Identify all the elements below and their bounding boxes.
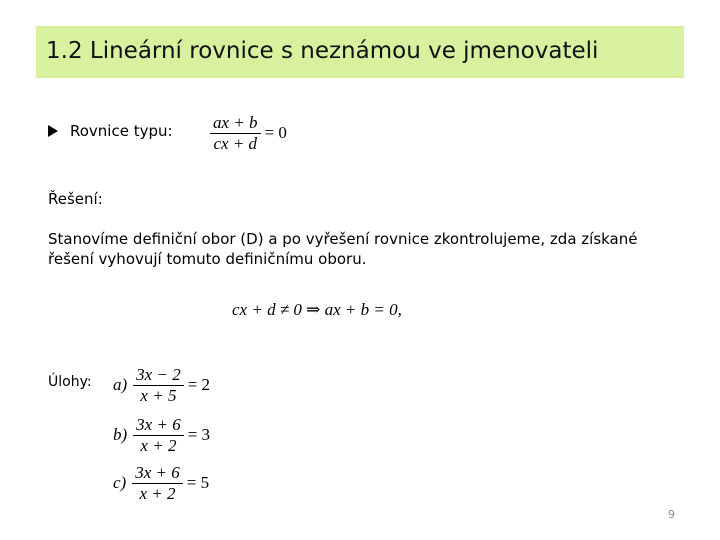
task-rhs: = 2 bbox=[187, 375, 211, 395]
task-denominator: x + 2 bbox=[139, 483, 176, 503]
task-fraction bbox=[133, 416, 184, 455]
bullet-label: Rovnice typu: bbox=[70, 122, 173, 140]
general-fraction bbox=[210, 114, 261, 153]
task-numerator: 3x + 6 bbox=[132, 464, 183, 484]
arrow-bullet-icon bbox=[48, 125, 58, 137]
task-c bbox=[113, 464, 209, 503]
general-numerator: ax + b bbox=[210, 114, 261, 134]
condition-equation: cx + d ≠ 0 ⇒ ax + b = 0, bbox=[232, 300, 402, 319]
task-denominator: x + 5 bbox=[140, 385, 177, 405]
general-denominator: cx + d bbox=[213, 133, 258, 153]
bullet-row bbox=[48, 122, 173, 140]
task-denominator: x + 2 bbox=[140, 435, 177, 455]
task-numerator: 3x − 2 bbox=[133, 366, 184, 386]
task-letter: c) bbox=[113, 473, 127, 493]
solution-text: Stanovíme definiční obor (D) a po vyřešení rovnice zkontrolujeme, zda získané řešení vyhovují tomuto definičnímu oboru. bbox=[48, 230, 638, 268]
solution-heading: Řešení: bbox=[48, 190, 103, 208]
task-fraction bbox=[133, 366, 184, 405]
task-numerator: 3x + 6 bbox=[133, 416, 184, 436]
slide-title-text: 1.2 Lineární rovnice s neznámou ve jmenovateli bbox=[46, 38, 599, 64]
slide-title bbox=[36, 26, 684, 78]
task-rhs: = 3 bbox=[187, 425, 211, 445]
page-number: 9 bbox=[668, 508, 675, 521]
task-rhs: = 5 bbox=[186, 473, 210, 493]
general-rhs: = 0 bbox=[264, 123, 287, 143]
task-b bbox=[113, 416, 210, 455]
task-a bbox=[113, 366, 210, 405]
task-letter: a) bbox=[113, 375, 128, 395]
task-fraction bbox=[132, 464, 183, 503]
task-letter: b) bbox=[113, 425, 128, 445]
general-equation bbox=[210, 114, 287, 153]
tasks-label: Úlohy: bbox=[48, 374, 92, 390]
